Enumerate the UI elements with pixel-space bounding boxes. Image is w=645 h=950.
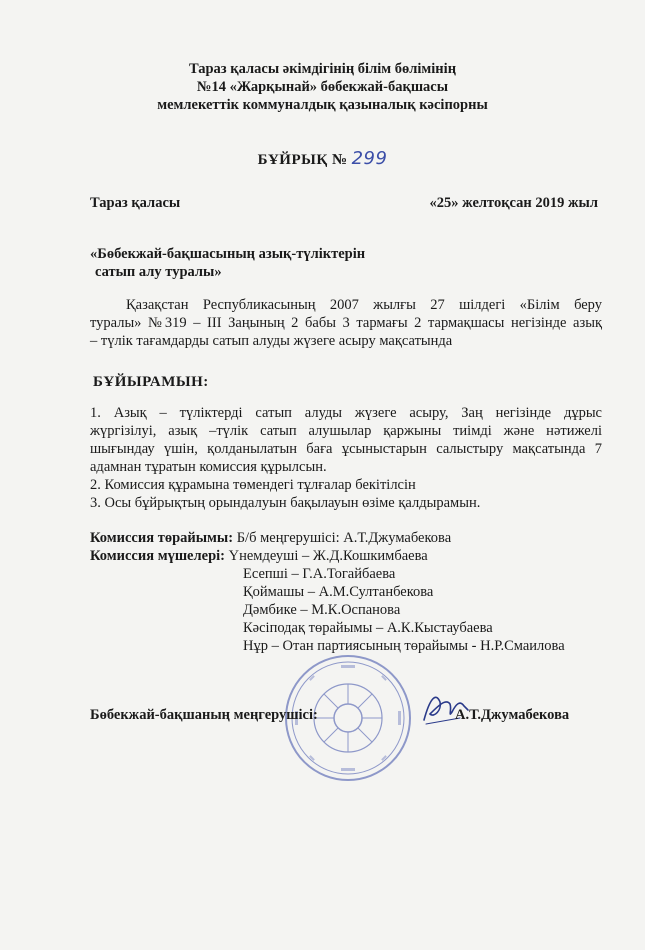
command-heading: БҰЙЫРАМЫН: [93, 374, 209, 390]
preamble-line-3: – түлік тағамдарды сатып алуды жүзеге асыру мақсатында [90, 333, 453, 349]
member-4: Дәмбике – М.К.Оспанова [243, 602, 401, 618]
order-title [0, 148, 645, 169]
item-1-line-3: шығындау үшін, қолданылатын баға ұсыныстарын салыстыру мақсатында 7 [90, 441, 602, 457]
item-1-line-1: 1. Азық – түліктерді сатып алуды жүзеге асыру, Заң негізінде дұрыс [90, 405, 602, 421]
item-2: 2. Комиссия құрамына төмендегі тұлғалар бекітілсін [90, 477, 416, 493]
signature-label: Бөбекжай-бақшаның меңгерушісі: [90, 707, 318, 723]
member-3: Қоймашы – А.М.Султанбекова [243, 584, 434, 600]
preamble-line-2: туралы» №319 – ІІІ Заңының 2 бабы 3 тармағы 2 тармақшасы негізінде азық [90, 315, 602, 331]
place-of-issue: Тараз қаласы [90, 195, 181, 211]
commission-list [90, 529, 565, 655]
members-label: Комиссия мүшелері: [90, 548, 225, 564]
commission-members-header [90, 547, 565, 565]
member-2: Есепші – Г.А.Тогайбаева [243, 566, 396, 582]
subject-line-1: «Бөбекжай-бақшасының азық-түліктерін [90, 246, 366, 262]
item-1-line-2: жүргізілуі, азық –түлік сатып алушылар қаржыны тиімді және нәтижелі [90, 423, 602, 439]
header-line-3: мемлекеттік коммуналдық қазыналық кәсіпорны [157, 97, 488, 113]
commission-chair [90, 529, 565, 547]
member-5: Кәсіподақ төрайымы – А.К.Кыстаубаева [243, 620, 493, 636]
preamble-line-1: Қазақстан Республикасының 2007 жылғы 27 шілдегі «Білім беру [126, 297, 602, 313]
order-subject [90, 245, 365, 281]
item-1-line-4: адамнан тұратын комиссия құрылсын. [90, 459, 327, 475]
order-date: «25» желтоқсан 2019 жыл [429, 195, 598, 211]
signatory-name: А.Т.Джумабекова [455, 707, 570, 723]
member-1: Үнемдеуші – Ж.Д.Кошкимбаева [228, 548, 428, 564]
order-title-label: БҰЙРЫҚ № [257, 152, 348, 168]
chair-label: Комиссия төрайымы: [90, 530, 234, 546]
member-6: Нұр – Отан партиясының төрайымы - Н.Р.Смаилова [243, 638, 565, 654]
item-3: 3. Осы бұйрықтың орындалуын бақылауын өзіме қалдырамын. [90, 495, 481, 511]
subject-line-2: сатып алу туралы» [95, 264, 222, 280]
header-line-1: Тараз қаласы әкімдігінің білім бөлімінің [188, 61, 457, 77]
header-line-2: №14 «Жарқынай» бөбекжай-бақшасы [196, 79, 449, 95]
order-number: 299 [351, 148, 388, 169]
order-items [90, 404, 602, 512]
preamble-paragraph [90, 296, 602, 350]
organization-header [0, 60, 645, 114]
chair-value: Б/б меңгерушісі: А.Т.Джумабекова [233, 530, 452, 546]
